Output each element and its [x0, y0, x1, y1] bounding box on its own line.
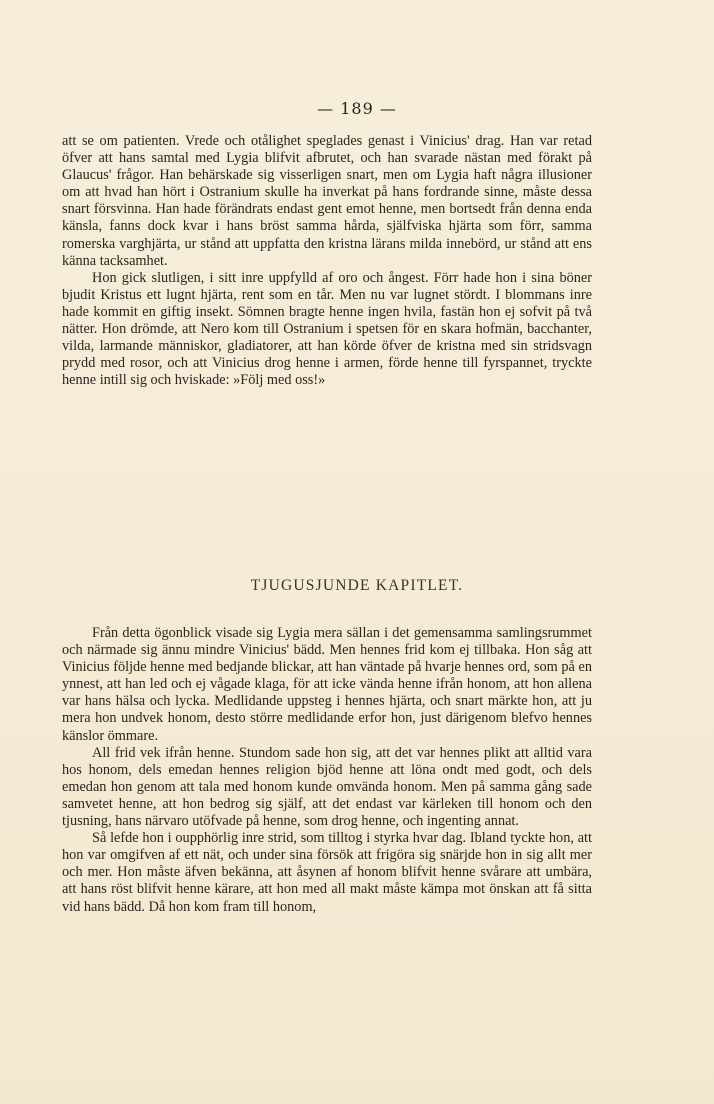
paragraph: Från detta ögonblick visade sig Lygia mera sällan i det gemensamma samlingsrummet och närmade sig ännu mindre Vinicius' bädd. Men hennes frid kom ej tillbaka. Hon såg att Vinicius följde henne med bedjande blickar, att han väntade på hvarje hennes ord, som på en ynnest, att han led och ej vågade klaga, för att icke vända henne ifrån honom, att hon allena var hans hälsa och lycka. Medlidande uppsteg i hennes hjärta, och snart märkte hon, att ju mera hon undvek honom, desto större medlidande erfor hon, just därigenom blefvo hennes känslor ömmare.	[62, 625, 592, 744]
continuation-text	[62, 133, 592, 389]
paragraph: Så lefde hon i oupphörlig inre strid, som tilltog i styrka hvar dag. Ibland tyckte hon, att hon var omgifven af ett nät, och under sina försök att frigöra sig snärjde hon in sig allt mer och mer. Hon måste äfven bekänna, att åsynen af honom blifvit henne svårare att umbära, att hans röst blifvit henne kärare, att hon med all makt måste kämpa mot önskan att få sitta vid hans bädd. Då hon kom fram till honom,	[62, 830, 592, 915]
paragraph: att se om patienten. Vrede och otålighet speglades genast i Vinicius' drag. Han var retad öfver att hans samtal med Lygia blifvit afbrutet, och han svarade nästan med förakt på Glaucus' frågor. Han behärskade sig visserligen snart, men om Lygia haft några illusioner om att hvad han hört i Ostranium skulle ha inverkat på hans fordrande sinne, måste dessa snart försvinna. Han hade förändrats endast gent emot henne, men bortsedt från denna enda känsla, fanns dock kvar i hans bröst samma hårda, själfviska hjärta som förr, samma romerska varghjärta, ur stånd att uppfatta den kristna lärans milda innebörd, ur stånd att ens känna tacksamhet.	[62, 133, 592, 269]
chapter-text	[62, 625, 592, 916]
chapter-heading: TJUGUSJUNDE KAPITLET.	[250, 577, 464, 594]
page-number: — 189 —	[317, 99, 397, 118]
paragraph: All frid vek ifrån henne. Stundom sade hon sig, att det var hennes plikt att alltid vara hos honom, dels emedan hennes religion bjöd henne att löna ondt med godt, och dels emedan hon genom att tala med honom kunde omvända honom. Men på samma gång sade samvetet henne, att hon bedrog sig själf, att det endast var kärleken till honom och den tjusning, hans närvaro utöfvade på henne, som drog henne, och ingenting annat.	[62, 744, 592, 830]
paragraph: Hon gick slutligen, i sitt inre uppfylld af oro och ångest. Förr hade hon i sina böner bjudit Kristus ett lugnt hjärta, rent som en tår. Men nu var lugnet stördt. I blommans inre hade kommit en giftig insekt. Sömnen bragte henne ingen hvila, fastän hon ej sofvit på två nätter. Hon drömde, att Nero kom till Ostranium i spetsen för en skara hofmän, bacchanter, vilda, larmande människor, gladiatorer, att han körde öfver de kristna med sin stridsvagn prydd med rosor, och att Vinicius drog henne i armen, förde henne till fyrspannet, tryckte henne intill sig och hviskade: »Följ med oss!»	[62, 269, 592, 389]
